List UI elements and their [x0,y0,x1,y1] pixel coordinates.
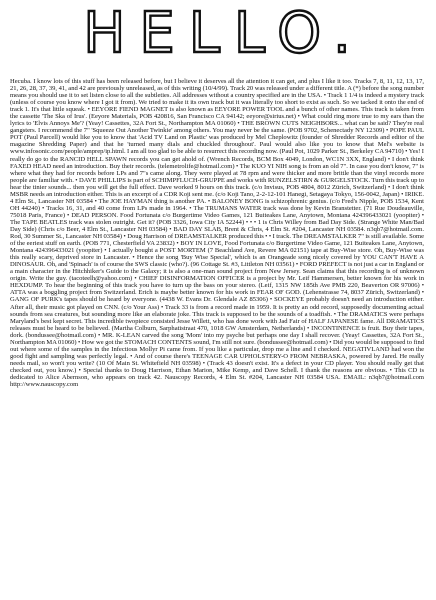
document-title: HELLO. [83,1,365,66]
liner-notes [10,78,424,388]
liner-notes-paragraph: Hecuba. I know lots of this stuff has been released before, but I believe it deserves all the attention it can get, and plus I like it too. Tracks 7, 8, 11, 12, 13, 17, 21, 26, 28, 37, 39, 41, and 42 are previously unreleased, as of this writing (10/4/99). Track 20 was released under a different title. A (*) before the song number means you should use it to set listen close to all the subtleties. All addresses without a country specified are in the USA. • Track 1 1/4 is indeed a mystery track (unless of course you know where I got it from). We tried to make it its own track but it was literally too short to exist as such. So we tacked it onto the end of track 1. It's that little squeak. • EEYORE FIEND MAGNET is also known as EEYORE POWER TOOL and a bunch of other names. This track is taken from the cassette 'The Ska of Irus'. (Eeyore Materials, POB 420816, San Francisco CA 94142; eeyore@sirius.net) • What could ring more true to my ears than the lyrics to 'Elvis Annoys Me'? (Yeay! Cassettes, 32A Fort St., Northampton MA 01060) • THE BROWN CUTS NEIGHBORS... what can be said? They're real gangsters. I recommend the 7" 'Squeeze Out Another Twinkie' among others. You may never be the same. (POB 9702, Schenectady NY 12309) • POPE PAUL POT (Paul Parcell) would like you to know that 'Acid TV Land on Plastic' was produced by Mel Cheplowitz (founder of Shredder Records and editor of the magazine Shredding Paper) and that he 'turned many dials and chuckled throughout'. Paul would also like you to know that Mel's website is www.infosonic.com/people/amprep/ip.html. I am all too glad to be able to resurrect this recording now. (Paul Pot, 1029 Parker St., Berkeley CA 94710) • Yes! I really do go to the RANCID HELL SPAWN records you can get ahold of. (Wrench Records, BCM Box 4049, London, WC1N 3XX, England) • I don't think FAXED HEAD need an introduction. Buy their records. (telemetrolife@hotmail.com) • The KUO YI NIH song is from an old 7". In case you don't know, 7" is where what they had for records before LPs and 7"s came along. They were played at 78 rpm and were thicker and more brittle than the vinyl records more people are familiar with. • DAVE PHILLIPS is part of SCHIMPFLUCH-GRUPPE and works with RUNZELSTIRN & GURGELSTOCK. Turn this track up to hear the tinier sounds... then you will get the full effect. Dave worked 9 hours on this track. (c/o Invisus, POB 4804, 8012 Zürich, Switzerland) • I don't think MSBR needs an introduction either. This is an excerpt of a CDR Koji sent me. (c/o Koji Tano, 2-2-12-101 Hanegi, Setagaya Tokyo, 156-0042, Japan) • IRIKE. 4 Elm St., Lancaster NH 03584 • The JOE HAYMAN thing is another PA. • BALONEY BONG is schizophrenic genius. (c/o Fred's Nipple, POB 1534, Kent OH 44240) • Tracks 16, 31, and 40 come from LPs made in 1964. • The TRUMANS WATER track was done by Kevin Branstetter. (71 Rue Doudeauville, 75018 Paris, France) • DEAD PERSON. Food Fortunata c/o Burgertime Video Games, 121 Buiteakes Lane, Anytown, Montana 424396433021 (yoopiter) • The TAPE BEATLES track was stolen outright. Get it? (POB 3326, Iowa City IA 52244) • • • 1 is Chris Willey from Bad Day Side. (Strange White Man/Bad Day Side) (Chris c/o Beer, 4 Elm St., Lancaster NH 03584) • BAD DAY SLAB, Brent & Chris, 4 Elm St. #204, Lancaster NH 03584. n3qb7@hotmail.com. Rod, 30 Summer St., Lancaster NH 03584) • Doug Harrison of DREAMSTALKER produced this • • I track. The DREAMSTALKER 7" is still available. Some of the eeriest stuff on earth. (POB 771, Chesterfield VA 23832) • BOY IN LOVE, Food Fortunata c/o Burgertime Video Game, 121 Buiteakes Lane, Anytown, Montana 424396433021 (yoopiter) • I actually bought a POST MORTEM (7 Beachland Ave, Revere MA 02151) tape at Buy-Wise store. Oh, Buy-Wise was this really scary, deprived store in Lancaster. • Hence the song 'Buy Wise Special', which is an Orangeade song nicely covered by YOU CAN'T HAVE A DINOSAUR. Oh, and 'Spinach' is of course the SWS classic (who?). (96 Cottage St. #3, Littleton NH 03561) • FORD PREFECT is not just a car in England or a main character in the Hitchhiker's Guide to the Galaxy; it is also a one-man sound project from New Jersey. Sean claims that this recording is of unknown origin. Write the guy. (tacoteelh@yahoo.com) • CHIEF DISINFORMATION OFFICER is a project by Mr. Leif Hammersen, better known for his work in HEXDUMP. To hear the beginning of this track you have to turn up the bass on your stereo. (Leif, 1315 NW 185th Ave PMB 220, Beaverton OR 97006) • ATTA was a boggling project from Switzerland. Erich is maybe better known for his work in FEAR OF GOD. (Lehenstrasse 74, 8037 Zürich, Switzerland) • GANG OF PURK's tapes should be heard by everyone. (4438 W. Evans Dr. Glendale AZ 85306) • SOCKEYE probably doesn't need an introduction either. After all, their music got played on CNN. (c/o Your Ass) • Track 33 is from a record made in 1959. It is pretty an odd record, supposedly documenting actual sounds from sea creatures, but sounding more like an elaborate joke. This track is supposed to be the sounds of a toadfish. • The DRAMATICS were perhaps Maryland's best kept secret. This incredible twopiece consisted Jesse Willett, who has done work with Jad Fair of HALF JAPANESE fame. All DRAMATICS releases must be heard to be believed. (Martha Colburn, Sarphatistraat 470, 1018 GW Amsterdam, Netherlands) • INCONTINENCE is fruit. Buy their tapes, dork. (bondussee@hotmail.com) • MR. K-LEAN carved the song 'Mom' into my psyche but perhaps one day I shall recover. (Yeay! Cassettes, 32A Fort St., Northampton MA 01060) • How we got the STOMACH CONTENTS sound, I'm still not sure. (bondussee@hotmail.com) • Did you would be supposed to find out where some of the samples in the Infectious Mollyr Pi came from. If you like a particular, drop me a line and I checked. NEGATIVLAND had won the good fight and sampling was perfectly legal. • And of course there's TEENAGE CAR UPHOLSTERY-O FROM NEBRASKA, powered by Jared. He really needs mail, so won't you write? (10 Of Main St. Whitefield NH 03598) • (Track 43 doesn't exist. It's a defect in your CD player. You should really get that checked out, you know.) • Special thanks to Doug Harrison, Ethan Marion, Mike Kemp, and Dave Schell. I thank the reasons are obvious. • This CD is dedicated to Alice Abernson, who appears on track 42. Nauscopy Records, 4 Elm St. #204, Lancaster NH 03584 USA. EMAIL: n3qb7@hotmail.com http://www.nauscopy.com [10,78,424,389]
title-area [10,0,424,78]
